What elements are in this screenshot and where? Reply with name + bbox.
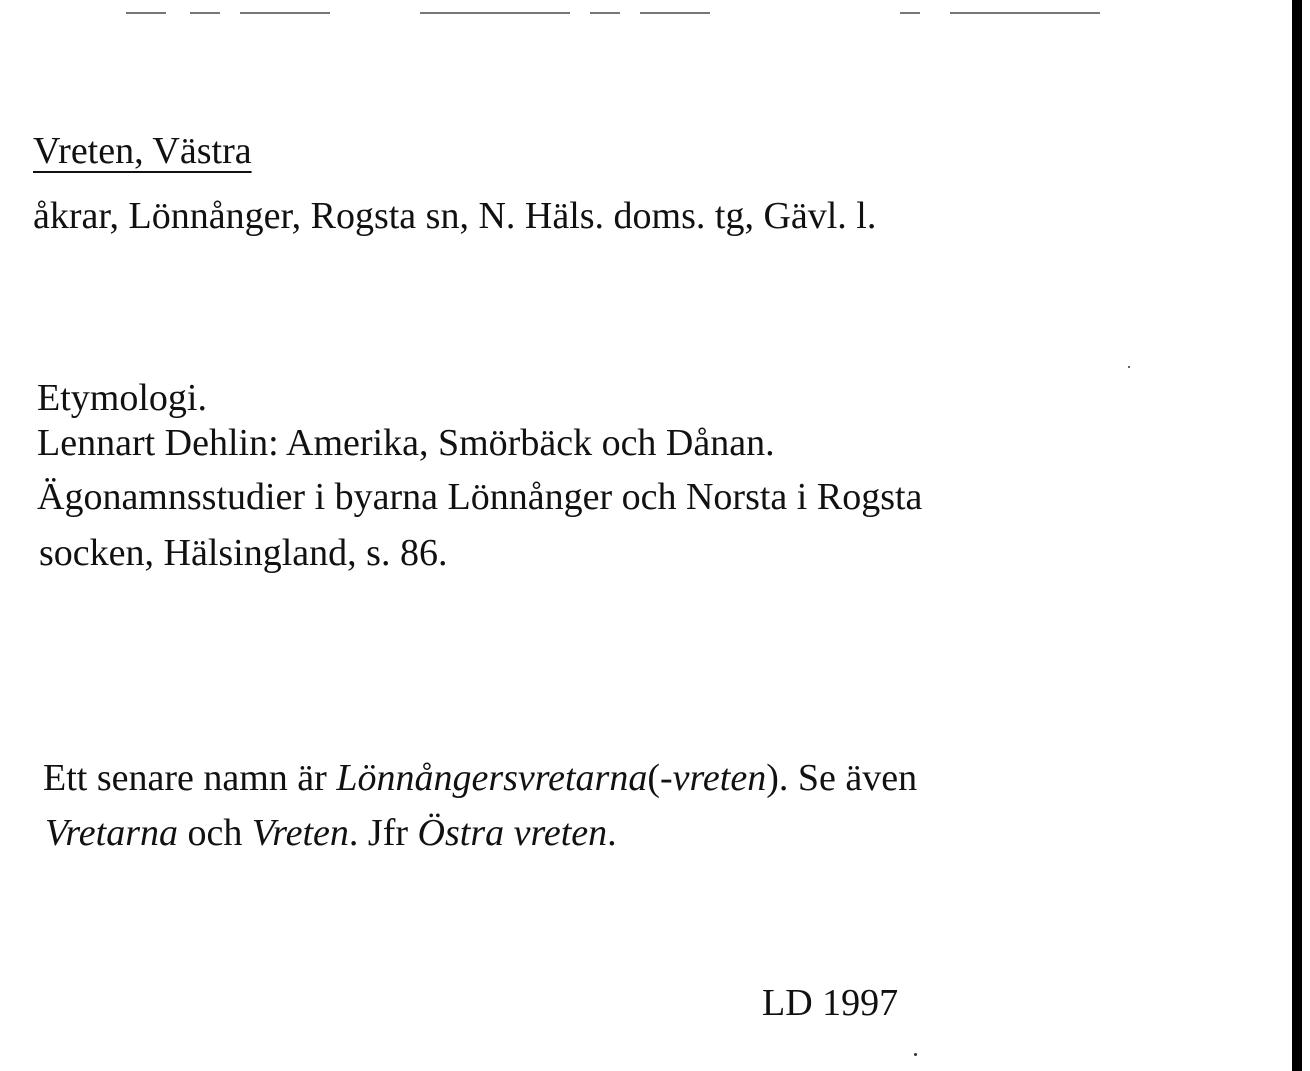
note-italic-name: Lönnångersvretarna xyxy=(336,757,648,799)
note-italic-name: Vreten xyxy=(251,812,349,854)
note-text: . xyxy=(607,812,617,854)
note-text: Ett senare namn är xyxy=(43,757,337,799)
note-text: ). Se även xyxy=(766,757,918,799)
note-italic-name: Vretarna xyxy=(45,812,178,854)
note-text: ( xyxy=(647,757,661,799)
source-line-2: Ägonamnsstudier i byarna Lönnånger och Norsta i Rogsta xyxy=(37,476,923,518)
etymology-label: Etymologi. xyxy=(37,377,207,419)
card-edge-shadow xyxy=(1292,0,1302,1071)
card-heading: Vreten, Västra xyxy=(33,130,252,172)
scan-speck xyxy=(914,1053,917,1056)
source-line-1: Lennart Dehlin: Amerika, Smörbäck och Dånan. xyxy=(37,422,775,464)
note-line-1 xyxy=(43,755,917,801)
note-italic-name: -vreten xyxy=(660,757,767,799)
note-italic-name: Östra vreten xyxy=(417,812,608,854)
source-line-3: socken, Hälsingland, s. 86. xyxy=(39,532,448,574)
note-text: . Jfr xyxy=(348,812,418,854)
location-line: åkrar, Lönnånger, Rogsta sn, N. Häls. doms. tg, Gävl. l. xyxy=(33,195,877,237)
signature: LD 1997 xyxy=(762,982,899,1024)
note-line-2 xyxy=(45,810,617,856)
note-text: och xyxy=(177,812,252,854)
scan-speck xyxy=(1128,366,1130,368)
scan-artifact-top xyxy=(0,0,1280,20)
